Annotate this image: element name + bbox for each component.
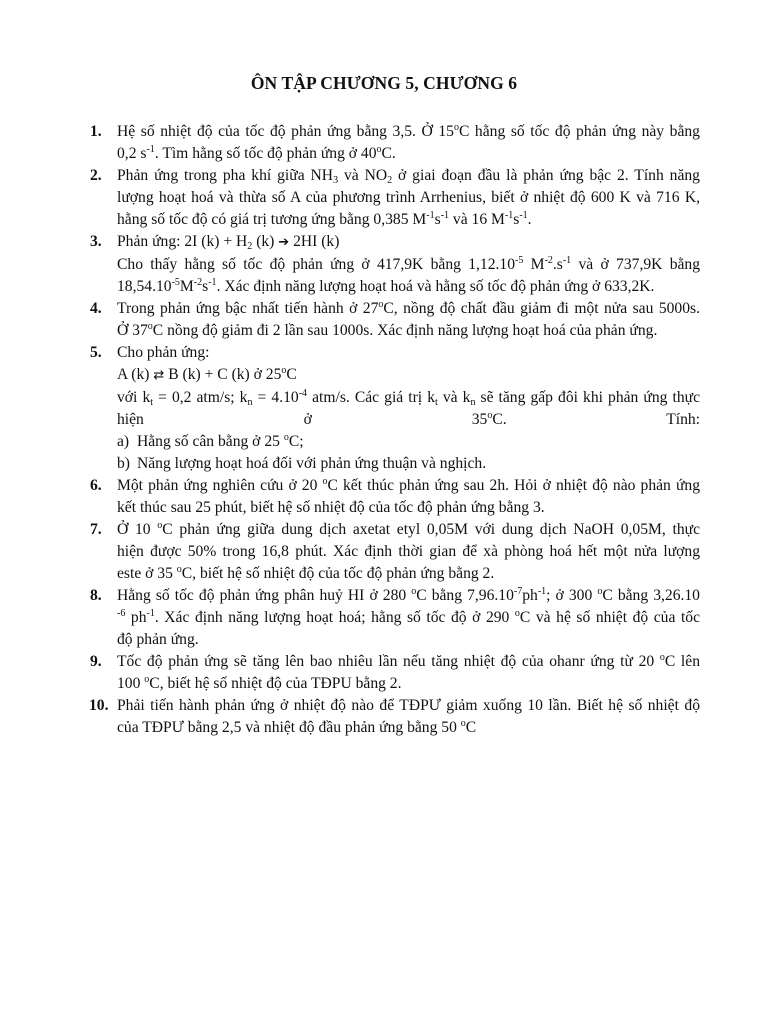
subscript: t — [435, 397, 438, 408]
exercise-number: 8. — [90, 587, 102, 604]
exercise-number: 3. — [90, 233, 102, 250]
exercise-text-line: Một phản ứng nghiên cứu ở 20 $^o$C kết thúc phản ứng sau 2h. Hỏi ở nhiệt độ nào phản ứng — [117, 476, 700, 494]
subscript: 3 — [333, 175, 339, 186]
superscript: o — [487, 410, 493, 421]
superscript: -1 — [519, 210, 528, 221]
exercise-text-line: với $k_t = 0,2$ atm/s; $k_n = 4.10^{-4}$ atm/s. Các giá trị $k_t$ và $k_n$ sẽ tăng gấp đôi khi phản ứng thực — [117, 388, 701, 408]
exercise-text-line: Phản ứng trong pha khí giữa $NH_3$ và $NO_2$ ở giai đoạn đầu là phản ứng bậc 2. Tính năng — [117, 167, 700, 186]
superscript: o — [597, 586, 603, 597]
superscript: -5 — [515, 255, 524, 266]
exercise-number: 6. — [90, 477, 102, 494]
superscript: o — [514, 608, 520, 619]
superscript: o — [176, 564, 182, 575]
superscript: o — [322, 476, 328, 487]
superscript: o — [378, 299, 384, 310]
exercise-item — [90, 121, 700, 165]
exercise-text-line: Phản ứng: 2I $(k) + H_2$ (k) ➔ 2HI (k) — [117, 233, 340, 252]
exercise-text-line: độ phản ứng. — [117, 631, 199, 648]
exercise-text-line: Hằng số tốc độ phản ứng phân huỷ HI ở 280 $^o$C bằng $7,96.10^{-7}ph^{-1}$; ở 300 $^o$C bằng 3,26.10 — [117, 586, 700, 604]
exercise-number: 1. — [90, 123, 102, 140]
superscript: -2 — [193, 277, 203, 288]
sub-question: b) Năng lượng hoạt hoá đối với phản ứng thuận và nghịch. — [117, 453, 700, 475]
exercise-text-line: của TĐPƯ bằng 2,5 và nhiệt độ đầu phản ứng bằng 50 $^o$C — [117, 718, 477, 736]
exercise-text-line: Trong phản ứng bậc nhất tiến hành ở 27$^o$C, nồng độ chất đầu giảm đi một nửa sau 5000s. — [117, 299, 700, 317]
superscript: o — [157, 520, 163, 531]
superscript: -1 — [504, 210, 514, 221]
exercise-text-line: hiện được 50% trong 16,8 phút. Xác định thời gian để xà phòng hoá hết một nửa lượng — [117, 543, 700, 560]
exercise-item — [90, 342, 700, 475]
exercise-text-line: 0,2 $s^{-1}$. Tìm hằng số tốc độ phản ứng ở 40$^o$C. — [117, 144, 396, 162]
superscript: -4 — [298, 388, 308, 399]
exercise-item — [90, 298, 700, 342]
superscript: o — [659, 652, 665, 663]
exercise-text-line: Hệ số nhiệt độ của tốc độ phản ứng bằng 3,5. Ở 15$^o$C hằng số tốc độ phản ứng này bằng — [117, 122, 700, 140]
exercise-number: 10. — [89, 697, 109, 714]
exercise-text-line: Tốc độ phản ứng sẽ tăng lên bao nhiêu lần nếu tăng nhiệt độ của ohanr ứng từ 20 $^o$C lên — [117, 652, 700, 670]
superscript: -1 — [146, 608, 155, 619]
page-title: ÔN TẬP CHƯƠNG 5, CHƯƠNG 6 — [250, 73, 518, 93]
exercise-text-line: Cho thấy hằng số tốc độ phản ứng ở 417,9K bằng $1,12.10^{-5}$ $M^{-2}.s^{-1}$ và ở 737,9K bằng — [117, 255, 701, 273]
superscript: o — [460, 718, 466, 729]
superscript: o — [144, 674, 150, 685]
exercise-number: 9. — [90, 653, 102, 670]
exercise-text-line: hiện ở 35$^o$C. Tính: — [117, 410, 700, 428]
exercise-item — [90, 651, 700, 695]
superscript: o — [411, 586, 417, 597]
exercise-text-line: kết thúc sau 25 phút, biết hệ số nhiệt độ của tốc độ phản ứng bằng 3. — [117, 499, 545, 516]
superscript: o — [281, 365, 287, 376]
exercise-text-line: lượng hoạt hoá và thừa số A của phương trình Arrhenius, biết ở nhiệt độ 600 K và 716 K, — [117, 189, 700, 206]
reaction-arrow-icon: ⇄ — [153, 368, 165, 383]
exercise-item — [90, 519, 700, 585]
reaction-arrow-icon: ➔ — [278, 235, 290, 250]
superscript: -2 — [544, 255, 553, 266]
exercise-number: 2. — [90, 167, 102, 184]
sub-question-label: b) — [117, 455, 130, 472]
exercise-number: 7. — [90, 521, 102, 538]
exercise-text-line: este ở 35 $^o$C, biết hệ số nhiệt độ của tốc độ phản ứng bằng 2. — [117, 564, 495, 582]
exercise-text-line: Phải tiến hành phản ứng ở nhiệt độ nào để TĐPƯ giảm xuống 10 lần. Biết hệ số nhiệt độ — [117, 697, 700, 714]
exercise-text-line: $^{-6}$ $ph^{-1}$. Xác định năng lượng hoạt hoá; hằng số tốc độ ở 290 $^o$C và hệ số nhiệt độ của tốc — [117, 608, 700, 626]
exercise-text-line: hằng số tốc độ có giá trị tương ứng bằng 0,385 $M^{-1}s^{-1}$ và 16 $M^{-1}s^{-1}$. — [117, 210, 532, 228]
subscript: 2 — [247, 241, 253, 252]
superscript: -1 — [146, 144, 155, 155]
exercise-number: 4. — [90, 300, 102, 317]
exercise-item — [90, 165, 700, 231]
subscript: n — [470, 397, 476, 408]
exercise-number: 5. — [90, 344, 102, 361]
sub-question-label: a) — [117, 433, 130, 450]
exercise-item — [90, 475, 700, 519]
exercise-text-line: $18,54.10^{-5}M^{-2}s^{-1}$. Xác định năng lượng hoạt hoá và hằng số tốc độ phản ứng ở 633,2K. — [117, 277, 655, 295]
superscript: -1 — [426, 210, 435, 221]
subscript: n — [247, 397, 253, 408]
exercise-text-line: Ở 37$^o$C nồng độ giảm đi 2 lần sau 1000s. Xác định năng lượng hoạt hoá của phản ứng. — [117, 321, 658, 339]
superscript: -1 — [440, 210, 450, 221]
superscript: -1 — [562, 255, 572, 266]
exercise-text-line: Cho phản ứng: — [117, 344, 210, 361]
superscript: o — [453, 122, 459, 133]
superscript: o — [283, 432, 289, 443]
superscript: -5 — [171, 277, 180, 288]
superscript: o — [376, 144, 382, 155]
exercise-text-line: Ở 10 $^o$C phản ứng giữa dung dịch axetat etyl 0,05M với dung dịch NaOH 0,05M, thực — [117, 520, 700, 538]
exercise-item — [90, 585, 700, 651]
superscript: -7 — [513, 586, 523, 597]
superscript: -1 — [537, 586, 547, 597]
superscript: -6 — [117, 608, 126, 619]
superscript: o — [147, 321, 153, 332]
subscript: 2 — [387, 175, 393, 186]
exercise-item — [90, 695, 700, 739]
superscript: -1 — [208, 277, 217, 288]
exercise-text-line: A (k) ⇄ B (k) + C (k) ở 25$^o$C — [117, 365, 297, 383]
subscript: t — [150, 397, 154, 408]
exercise-item — [90, 231, 700, 298]
sub-question: a) Hằng số cân bằng ở 25 $^o$C; — [117, 431, 700, 453]
exercise-list — [90, 121, 700, 739]
exercise-text-line: 100 $^o$C, biết hệ số nhiệt độ của TĐPU bằng 2. — [117, 674, 402, 692]
